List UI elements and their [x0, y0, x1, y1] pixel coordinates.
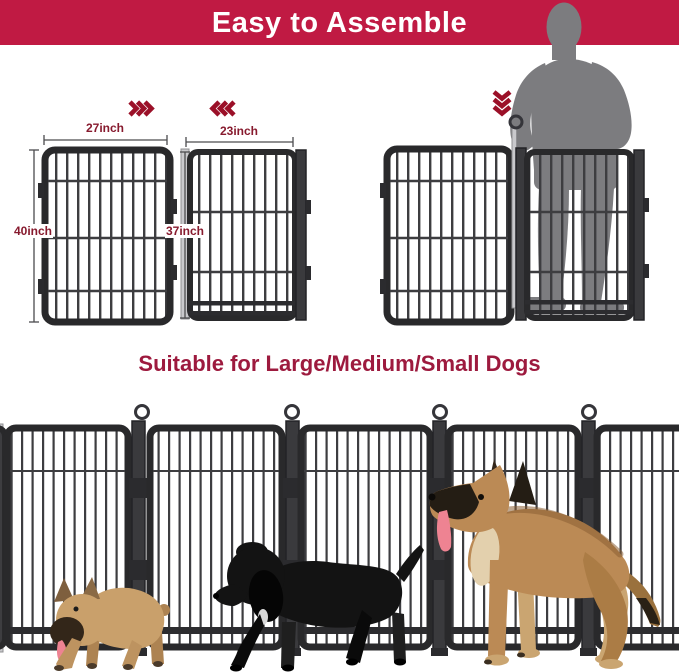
gate-bottom-bar [188, 311, 306, 316]
bulldog-paw [123, 664, 133, 670]
gate-bottom-bar [525, 300, 644, 305]
suitability-heading: Suitable for Large/Medium/Small Dogs [138, 351, 541, 376]
spaniel-paw [230, 665, 242, 672]
bulldog-paw [153, 661, 163, 667]
gate-bottom-bar [188, 301, 306, 306]
malinois-toes [517, 653, 525, 658]
hinge-pin-loop-icon [583, 406, 596, 419]
spaniel-paw [394, 659, 406, 666]
hinge-nub [306, 266, 311, 280]
hinge-nub [380, 183, 386, 198]
panel-gate-right-frame [527, 152, 632, 318]
malinois-paw [599, 659, 623, 669]
gate-bottom-bar [525, 310, 644, 315]
malinois-toes [484, 660, 492, 665]
large-panel-height-label: 40inch [14, 224, 53, 238]
panel-large-left [38, 150, 177, 322]
panel-large-right [380, 149, 511, 322]
hinge-nub [38, 279, 44, 294]
gate-left-post [296, 150, 306, 320]
hinge-pin-loop-icon [434, 406, 447, 419]
bulldog-paw [54, 665, 64, 671]
malinois-nose [429, 494, 436, 501]
spaniel-far-rear-leg [392, 612, 406, 662]
gate-right-post [634, 150, 644, 320]
chevrons-right-icon [130, 102, 152, 115]
banner-title: Easy to Assemble [211, 7, 468, 39]
hinge-nub [306, 200, 311, 214]
bulldog-paw [87, 663, 97, 669]
hinge-nub [644, 198, 649, 212]
panel-gate-left-frame [190, 152, 295, 318]
hinge-nub [644, 264, 649, 278]
fence-bottom-bar [451, 627, 575, 634]
chevrons-left-icon [213, 102, 235, 115]
hinge-nub [380, 279, 386, 294]
spaniel-far-front-leg [281, 622, 296, 668]
hinge-nub [171, 199, 177, 214]
bulldog-eye [74, 607, 79, 612]
spaniel-paw [346, 659, 358, 666]
person-neck [552, 42, 576, 60]
chevrons-down-icon [494, 92, 510, 114]
panel-large-right-frame [387, 149, 511, 322]
large-panel-width-label: 27inch [85, 121, 124, 135]
small-panel-height-label: 37inch [166, 224, 205, 238]
malinois-eye [478, 494, 484, 500]
panel-large-left-frame [45, 150, 170, 322]
hinge-nub [171, 265, 177, 280]
spaniel-paw [282, 665, 294, 672]
hinge-pin-loop-icon [136, 406, 149, 419]
spaniel-nose [213, 593, 219, 599]
hinge-pin-loop-icon [286, 406, 299, 419]
hinge-nub [38, 183, 44, 198]
small-panel-width-label: 23inch [219, 124, 258, 138]
